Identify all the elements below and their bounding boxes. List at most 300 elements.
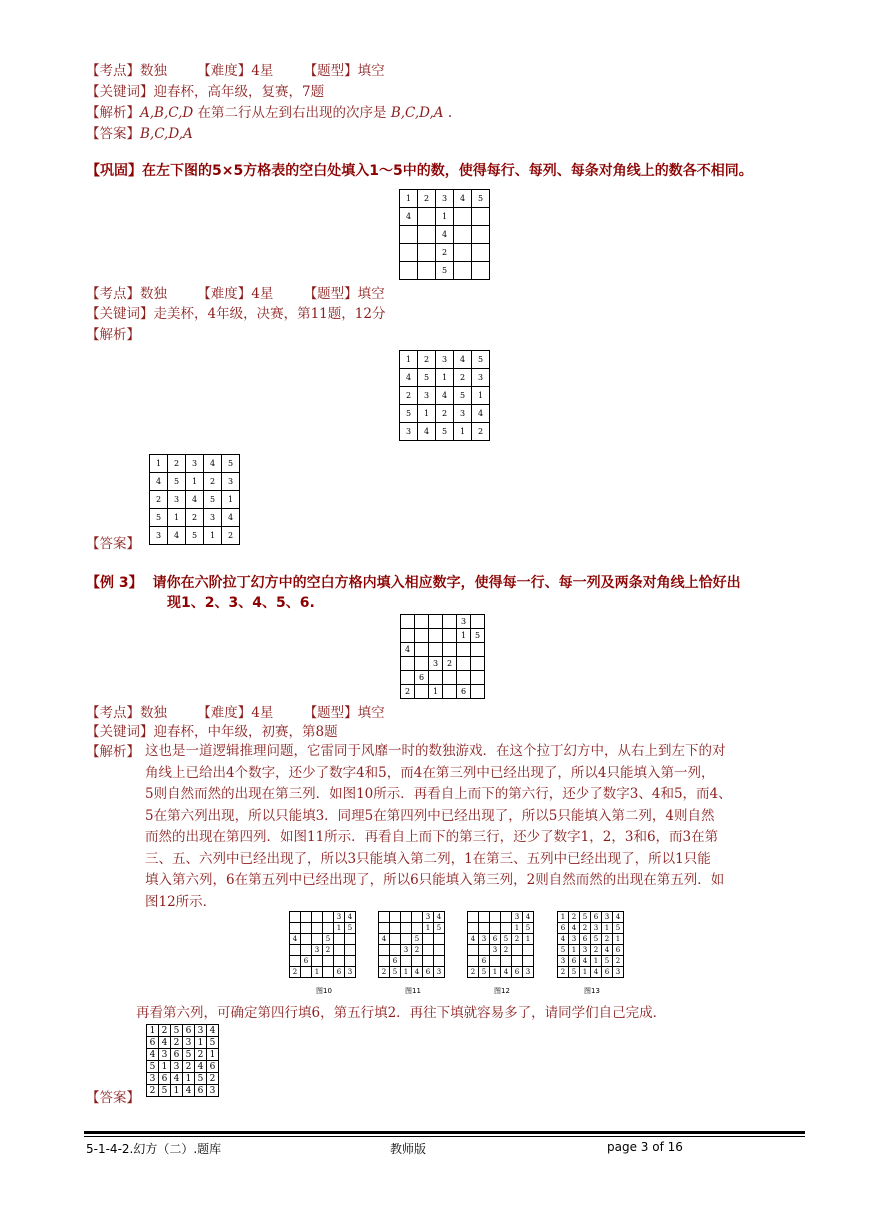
grid-cell: 1 [423,923,434,934]
grid-cell [415,657,429,671]
grid-cell: 1 [436,369,454,387]
grid-cell: 6 [558,923,569,934]
after-figures-text: 再看第六列，可确定第四行填6，第五行填2．再往下填就容易多了，请同学们自己完成． [136,1005,667,1021]
grid-cell: 2 [602,934,613,945]
grid-row [290,945,356,956]
grid-cell [345,956,356,967]
grid-cell: 1 [454,423,472,441]
grid-cell: 5 [345,923,356,934]
jiexi-paragraph-3 [145,741,809,913]
grid-cell: 3 [171,1061,183,1073]
grid-cell [323,967,334,978]
grid-cell: 4 [195,1061,207,1073]
grid-cell: 1 [523,934,534,945]
grid-cell [457,671,471,685]
grid-row [401,657,485,671]
grid-cell: 4 [204,455,222,473]
grid-cell: 4 [222,509,240,527]
grid-cell: 3 [436,351,454,369]
grid-cell: 5 [472,351,490,369]
jiexi-prefix: 【解析】 [86,105,140,121]
grid-cell [434,956,445,967]
grid-cell: 2 [171,1037,183,1049]
figure-11-caption: 图11 [405,987,421,995]
grid-cell: 3 [334,912,345,923]
keywords-line-2: 【关键词】走美杯，4年级，决赛，第11题，12分 [86,306,386,322]
gonggu-text: 在左下图的5×5方格表的空白处填入1～5中的数，使得每行、每列、每条对角线上的数各不相同。 [142,163,753,179]
grid-cell: 5 [390,967,401,978]
grid-cell: 5 [222,455,240,473]
grid-row [558,945,624,956]
grid-cell [512,945,523,956]
jiexi-line-1 [86,104,452,122]
grid-cell: 1 [490,967,501,978]
grid-cell [390,923,401,934]
grid-cell [415,615,429,629]
grid-cell: 3 [186,455,204,473]
grid-cell: 4 [523,912,534,923]
grid-cell [312,923,323,934]
grid-row [558,934,624,945]
grid-cell: 4 [454,351,472,369]
jiexi-text-line: 三、五、六列中已经出现了，所以3只能填入第二列，1在第三、五列中已经出现了，所以1只能 [145,850,711,867]
grid-cell: 4 [569,923,580,934]
grid-cell [301,934,312,945]
grid-cell: 2 [401,685,415,699]
grid-row [150,509,240,527]
grid-cell [312,934,323,945]
grid-cell: 5 [204,491,222,509]
grid-cell: 2 [454,369,472,387]
jiexi-text-line: 而然的出现在第四列．如图11所示．再看自上而下的第三行，还少了数字1，2，3和6，而3在第 [145,829,719,845]
grid-cell [501,912,512,923]
grid-cell: 3 [523,967,534,978]
grid-row [400,190,490,208]
grid-cell [379,956,390,967]
grid-row [468,956,534,967]
kaodian-label: 【考点】数独 [86,705,167,721]
jiexi-text-line: 5在第六列出现，所以只能填3．同理5在第四列中已经出现了，所以5只能填入第二列，4则自然 [145,807,715,824]
grid-cell: 1 [602,923,613,934]
grid-cell [490,912,501,923]
grid-cell: 1 [207,1049,219,1061]
grid-cell [443,685,457,699]
grid-cell: 5 [479,967,490,978]
grid-cell [390,945,401,956]
grid-cell: 2 [418,190,436,208]
grid-row [290,934,356,945]
grid-cell [400,226,418,244]
grid-cell: 6 [613,945,624,956]
grid-cell: 6 [479,956,490,967]
grid-cell: 2 [591,945,602,956]
grid-cell: 5 [454,387,472,405]
jiexi-text-line: 角线上已给出4个数字，还少了数字4和5，而4在第三列中已经出现了，所以4只能填入第一列， [145,764,715,781]
grid-cell: 5 [472,190,490,208]
grid-cell: 1 [171,1085,183,1097]
nandu-label: 【难度】4星 [197,286,274,302]
grid-cell: 1 [159,1061,171,1073]
grid-cell [412,956,423,967]
grid-cell [471,685,485,699]
grid-cell: 6 [301,956,312,967]
grid-row [400,351,490,369]
grid-cell [379,912,390,923]
grid-cell [468,912,479,923]
grid-cell [290,956,301,967]
figure-12-caption: 图12 [494,987,510,995]
grid-cell: 2 [468,967,479,978]
jiexi-label-3: 【解析】 [86,744,140,760]
grid-cell [479,945,490,956]
grid-cell: 5 [159,1085,171,1097]
grid-cell [323,956,334,967]
grid-row [401,643,485,657]
grid-cell [390,934,401,945]
grid-cell: 6 [512,967,523,978]
grid-cell [472,226,490,244]
grid-cell: 5 [400,405,418,423]
grid-cell: 1 [457,629,471,643]
grid-cell: 4 [400,208,418,226]
grid-row [147,1085,219,1097]
grid-cell: 3 [434,967,445,978]
grid-row [558,912,624,923]
grid-cell [501,923,512,934]
figure-11-grid [378,911,445,978]
grid-cell: 6 [602,967,613,978]
grid-row [379,945,445,956]
grid-cell: 3 [490,945,501,956]
grid-cell: 1 [569,945,580,956]
grid-row [147,1073,219,1085]
grid-cell: 3 [580,945,591,956]
grid-cell [290,923,301,934]
grid-row [379,956,445,967]
grid-cell: 4 [454,190,472,208]
grid-row [400,369,490,387]
grid-cell [454,226,472,244]
solution-5x5-grid [399,350,490,441]
grid-cell: 3 [558,956,569,967]
grid-cell: 3 [168,491,186,509]
grid-cell: 3 [613,967,624,978]
grid-cell: 1 [401,967,412,978]
grid-cell: 4 [290,934,301,945]
grid-cell [434,934,445,945]
grid-cell [471,671,485,685]
grid-cell: 2 [436,405,454,423]
grid-cell [468,956,479,967]
grid-cell [472,208,490,226]
grid-cell: 5 [501,934,512,945]
grid-row [468,945,534,956]
grid-cell [418,262,436,280]
grid-cell [457,643,471,657]
grid-cell: 3 [472,369,490,387]
grid-cell: 3 [454,405,472,423]
grid-cell: 3 [345,967,356,978]
grid-cell: 1 [183,1073,195,1085]
grid-cell [443,629,457,643]
grid-row [400,226,490,244]
grid-cell: 5 [471,629,485,643]
grid-cell [334,934,345,945]
grid-cell: 2 [290,967,301,978]
grid-row [558,967,624,978]
grid-cell: 4 [379,934,390,945]
grid-cell [312,912,323,923]
grid-cell: 1 [436,208,454,226]
meta-line-2 [86,285,385,303]
grid-row [379,923,445,934]
grid-cell: 4 [558,934,569,945]
kaodian-label: 【考点】数独 [86,63,167,79]
grid-cell: 2 [168,455,186,473]
grid-cell: 1 [150,455,168,473]
grid-cell: 5 [436,262,454,280]
grid-cell [401,912,412,923]
grid-cell [434,945,445,956]
grid-cell: 1 [418,405,436,423]
grid-cell: 5 [412,934,423,945]
grid-cell [479,923,490,934]
grid-cell: 2 [436,244,454,262]
grid-cell: 6 [195,1085,207,1097]
grid-cell [443,671,457,685]
example3-line1 [86,574,741,592]
answer-line-3: 【答案】 [86,1090,140,1106]
jiexi-line-2: 【解析】 [86,327,140,343]
grid-cell: 3 [602,912,613,923]
grid-cell: 6 [207,1061,219,1073]
grid-cell: 5 [183,1049,195,1061]
grid-row [468,967,534,978]
grid-cell [390,912,401,923]
grid-cell [401,956,412,967]
grid-cell: 1 [400,190,418,208]
grid-cell [412,912,423,923]
grid-cell: 3 [512,912,523,923]
grid-cell: 6 [147,1037,159,1049]
grid-row [147,1025,219,1037]
grid-cell [429,615,443,629]
grid-cell: 2 [323,945,334,956]
grid-cell: 6 [490,934,501,945]
grid-cell [290,912,301,923]
grid-cell [423,934,434,945]
example3-text-1: 请你在六阶拉丁幻方中的空白方格内填入相应数字，使得每一行、每一列及两条对角线上恰好出 [152,575,741,591]
grid-cell: 5 [168,473,186,491]
grid-cell: 2 [558,967,569,978]
grid-cell [523,945,534,956]
grid-cell: 6 [334,967,345,978]
grid-cell: 5 [434,923,445,934]
grid-row [468,934,534,945]
grid-cell [301,923,312,934]
grid-cell: 6 [171,1049,183,1061]
grid-cell: 4 [171,1073,183,1085]
grid-cell: 1 [168,509,186,527]
grid-cell: 4 [468,934,479,945]
grid-cell: 5 [613,923,624,934]
grid-row [150,527,240,545]
grid-cell [418,244,436,262]
grid-row [401,629,485,643]
grid-cell: 4 [436,387,454,405]
grid-row [150,473,240,491]
grid-cell: 6 [457,685,471,699]
grid-cell: 3 [207,1085,219,1097]
grid-row [290,967,356,978]
grid-cell: 2 [412,945,423,956]
grid-cell: 2 [472,423,490,441]
grid-cell: 1 [429,685,443,699]
grid-cell [471,615,485,629]
grid-row [379,912,445,923]
grid-cell: 2 [418,351,436,369]
grid-cell: 4 [580,956,591,967]
grid-cell [512,956,523,967]
grid-cell: 5 [186,527,204,545]
grid-row [558,923,624,934]
answer-line-1 [86,125,193,143]
grid-row [290,912,356,923]
grid-cell: 4 [207,1025,219,1037]
grid-cell: 2 [400,387,418,405]
grid-cell: 2 [512,934,523,945]
grid-row [400,244,490,262]
grid-cell: 4 [168,527,186,545]
grid-cell: 3 [479,934,490,945]
puzzle-6x6-grid [400,614,485,699]
answer-line-2: 【答案】 [86,536,140,552]
grid-cell [334,956,345,967]
grid-row [147,1037,219,1049]
grid-cell: 2 [222,527,240,545]
grid-cell [468,923,479,934]
figure-10-grid [289,911,356,978]
grid-cell: 4 [147,1049,159,1061]
grid-cell [401,657,415,671]
grid-cell: 5 [147,1061,159,1073]
grid-cell: 6 [580,934,591,945]
grid-row [558,956,624,967]
grid-cell: 2 [379,967,390,978]
grid-row [150,491,240,509]
grid-cell: 3 [457,615,471,629]
grid-cell: 3 [150,527,168,545]
grid-cell: 4 [613,912,624,923]
grid-cell [401,671,415,685]
grid-cell [290,945,301,956]
answer-prefix-1: 【答案】 [86,126,140,142]
grid-cell: 4 [186,491,204,509]
footer-left: 5-1-4-2.幻方（二）.题库 [86,1142,222,1156]
grid-cell: 2 [195,1049,207,1061]
grid-cell: 3 [423,912,434,923]
grid-cell: 3 [204,509,222,527]
grid-cell [415,629,429,643]
grid-cell [418,208,436,226]
grid-cell: 2 [186,509,204,527]
figure-10-caption: 图10 [316,987,332,995]
jiexi-text-line: 图12所示． [145,893,217,910]
grid-cell [415,643,429,657]
grid-row [147,1061,219,1073]
grid-cell: 5 [195,1073,207,1085]
grid-cell: 2 [147,1085,159,1097]
grid-cell [334,945,345,956]
jiexi-mid: 在第二行从左到右出现的次序是 [193,105,391,121]
grid-cell [323,912,334,923]
grid-cell: 5 [436,423,454,441]
footer-rule-thin [84,1136,805,1137]
grid-cell: 1 [580,967,591,978]
grid-cell: 1 [195,1037,207,1049]
grid-cell [429,643,443,657]
grid-cell [379,945,390,956]
grid-cell [415,685,429,699]
grid-cell [401,629,415,643]
grid-cell: 5 [602,956,613,967]
grid-cell: 2 [443,657,457,671]
grid-cell [472,262,490,280]
tixing-label: 【题型】填空 [303,63,385,79]
grid-cell [443,615,457,629]
grid-cell: 5 [150,509,168,527]
keywords-line-3: 【关键词】迎春杯，中年级，初赛，第8题 [86,724,338,740]
footer-rule-thick [84,1131,805,1134]
tixing-label: 【题型】填空 [303,286,385,302]
jiexi-text-line: 5则自然而然的出现在第三列．如图10所示．再看自上而下的第六行，还少了数字3、4和5，而4、 [145,786,732,802]
grid-cell: 1 [613,934,624,945]
kaodian-label: 【考点】数独 [86,286,167,302]
answer-5x5-grid [149,454,240,545]
grid-cell: 4 [434,912,445,923]
jiexi-text-line: 这也是一道逻辑推理问题，它雷同于风靡一时的数独游戏．在这个拉丁幻方中，从右上到左下的对 [145,743,726,759]
grid-cell [454,208,472,226]
grid-cell [301,912,312,923]
grid-cell [345,945,356,956]
grid-row [468,912,534,923]
grid-cell [523,956,534,967]
grid-cell [379,923,390,934]
grid-cell [468,945,479,956]
meta-line-1 [86,62,385,80]
grid-cell [401,923,412,934]
grid-cell [443,643,457,657]
grid-cell: 1 [591,956,602,967]
grid-cell: 3 [183,1037,195,1049]
grid-cell [401,934,412,945]
grid-cell: 4 [472,405,490,423]
jiexi-math-2: B,C,D,A [390,105,444,121]
grid-cell [490,923,501,934]
grid-cell: 6 [390,956,401,967]
grid-cell: 3 [418,387,436,405]
grid-row [400,423,490,441]
grid-cell: 4 [183,1085,195,1097]
grid-cell: 5 [569,967,580,978]
grid-cell [501,956,512,967]
grid-cell [323,923,334,934]
grid-cell: 3 [591,923,602,934]
grid-cell [400,244,418,262]
keywords-line-1: 【关键词】迎春杯，高年级，复赛，7题 [86,84,325,100]
puzzle-5x5-grid [399,189,490,280]
grid-cell [423,945,434,956]
